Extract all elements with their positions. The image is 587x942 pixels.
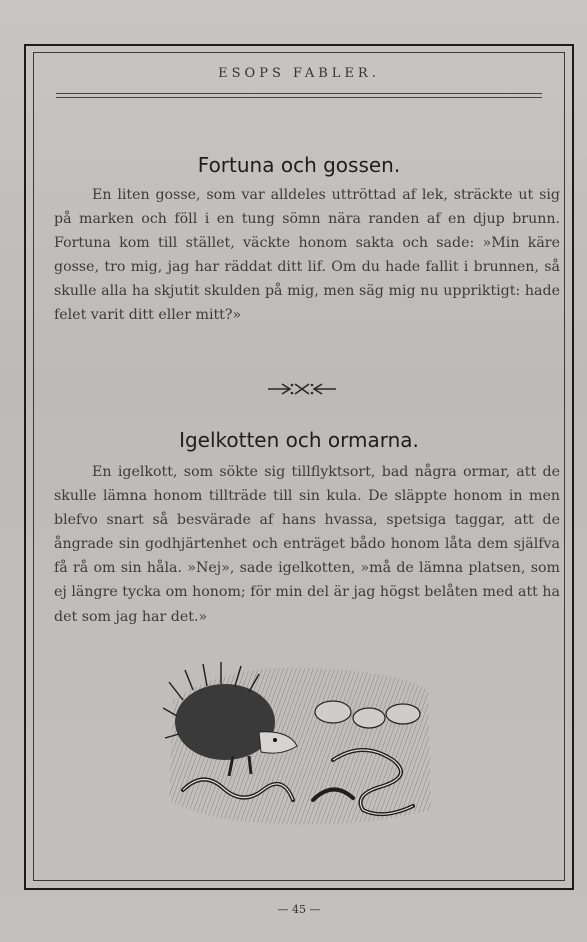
fable-title-2: Igelkotten och ormarna. xyxy=(179,428,419,452)
running-head: ESOPS FABLER. xyxy=(218,66,380,81)
fable-title-1: Fortuna och gossen. xyxy=(197,153,401,177)
header-rule xyxy=(56,93,542,98)
ornament-divider-icon xyxy=(262,380,342,398)
page-number: — 45 — xyxy=(277,903,321,916)
fable-text-2: En igelkott, som sökte sig tillflyktsort, bad några ormar, att de skulle lämna honom tillträde till sin kula. De släppte honom in men blefvo snart så besvärade af hans hvassa, spetsiga taggar, att de ångrade sin godhjärtenhet och enträget bådo honom låta dem själfva få rå om sin håla. »Nej», sade igelkotten, »må de lämna platsen, som ej längre tycka om honom; för min del är jag högst belåten med att ha det som jag har det.» xyxy=(54,464,560,625)
hedgehog-snakes-illustration xyxy=(163,660,435,828)
fable-text-1: En liten gosse, som var alldeles uttröttad af lek, sträckte ut sig på marken och föll i en tung sömn nära randen af en djup brunn. Fortuna kom till stället, väckte honom sakta och sade: »Min käre gosse, tro mig, jag har räddat ditt lif. Om du hade fallit i brunnen, så skulle alla ha skjutit skulden på mig, men säg mig nu uppriktigt: hade felet varit ditt eller mitt?» xyxy=(54,187,560,324)
